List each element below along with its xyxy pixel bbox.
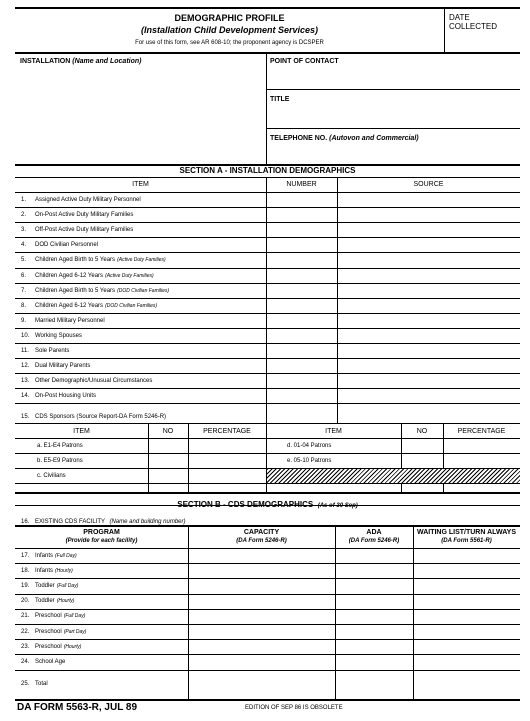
section-a-row-label — [21, 303, 157, 309]
row-number: 4. — [21, 242, 27, 249]
sponsor-hatched-area — [267, 469, 520, 483]
capacity-field[interactable] — [189, 655, 334, 668]
source-field[interactable] — [338, 299, 519, 312]
source-field[interactable] — [338, 238, 519, 251]
capacity-header-note: (DA Form 5246-R) — [236, 538, 287, 544]
row-number: 7. — [21, 287, 27, 294]
capacity-field[interactable] — [189, 625, 334, 638]
section-a-row-label — [21, 378, 154, 384]
program-header-note: (Provide for each facility) — [65, 538, 138, 544]
row-number: 9. — [21, 317, 27, 324]
section-a-row-label — [21, 197, 143, 203]
source-field[interactable] — [338, 193, 519, 206]
row16-text: EXISTING CDS FACILITY — [35, 519, 106, 525]
waiting-list-field[interactable] — [414, 549, 519, 562]
sponsor-a-no-field[interactable] — [149, 439, 187, 452]
source-field[interactable] — [338, 329, 519, 342]
sponsor-d-no-field[interactable] — [402, 439, 442, 452]
source-field[interactable] — [338, 284, 519, 297]
capacity-field[interactable] — [189, 549, 334, 562]
col-item-header: ITEM — [132, 181, 149, 188]
title-rule — [266, 128, 520, 129]
row-number: 20. — [21, 598, 30, 605]
row-number: 2. — [21, 212, 27, 219]
number-field[interactable] — [267, 359, 336, 372]
row-text: DOD Civilian Personnel — [35, 242, 99, 249]
waiting-header: WAITING LIST/TURN ALWAYS — [416, 529, 517, 536]
row15-rule — [15, 423, 520, 424]
row15-number: 15. — [21, 414, 30, 420]
section-b-heading-rule — [15, 505, 520, 506]
waiting-list-field[interactable] — [414, 595, 519, 608]
source-field[interactable] — [338, 223, 519, 236]
row-text: Toddler — [35, 583, 55, 589]
ada-field[interactable] — [336, 610, 412, 623]
col-number-header: NUMBER — [286, 181, 317, 188]
number-field[interactable] — [267, 238, 336, 251]
row-note: (Hourly) — [55, 567, 73, 574]
section-a-row-label — [21, 212, 135, 218]
capacity-field[interactable] — [189, 610, 334, 623]
number-field[interactable] — [267, 314, 336, 327]
number-field[interactable] — [267, 344, 336, 357]
capacity-field[interactable] — [189, 640, 334, 653]
number-field[interactable] — [267, 253, 336, 266]
number-field[interactable] — [267, 299, 336, 312]
poc-label: POINT OF CONTACT — [270, 58, 339, 65]
row-number: 3. — [21, 227, 27, 234]
section-b-row-label — [21, 629, 86, 635]
poc-rule — [266, 89, 520, 90]
waiting-list-field[interactable] — [414, 625, 519, 638]
telephone-label — [270, 135, 419, 142]
number-field[interactable] — [267, 389, 336, 402]
capacity-field[interactable] — [189, 579, 334, 592]
waiting-header-note: (DA Form 5561-R) — [441, 538, 492, 544]
row-text: Sole Parents — [35, 348, 70, 354]
sponsor-b: b. E5-E9 Patrons — [37, 458, 83, 464]
row-number: 25. — [21, 681, 30, 688]
row-note: (DOD Civilian Families) — [105, 302, 158, 309]
waiting-list-field[interactable] — [414, 564, 519, 577]
waiting-list-field[interactable] — [414, 671, 519, 698]
section-b-row-label — [21, 583, 78, 589]
title-label: TITLE — [270, 96, 290, 103]
row-text: Working Spouses — [35, 332, 82, 339]
row15-text: CDS Sponsors (Source Report-DA Form 5246-R) — [35, 414, 167, 420]
use-note: For use of this form, see AR 608-10; the proponent agency is DCSPER — [135, 40, 324, 46]
row-number: 14. — [21, 393, 30, 400]
number-field[interactable] — [267, 223, 336, 236]
section-b-row-label — [21, 568, 73, 574]
ada-field[interactable] — [336, 671, 412, 698]
section-a-row-label — [21, 227, 135, 233]
telephone-label-text: TELEPHONE NO. — [270, 135, 328, 142]
form-id: DA FORM 5563-R, JUL 89 — [17, 702, 138, 713]
ada-field[interactable] — [336, 564, 412, 577]
row-number: 23. — [21, 643, 30, 650]
waiting-list-field[interactable] — [414, 579, 519, 592]
source-field[interactable] — [338, 374, 519, 387]
row16-note: (Name and building number) — [109, 519, 186, 525]
section-a-heading: SECTION A - INSTALLATION DEMOGRAPHICS — [179, 166, 356, 175]
title-field[interactable] — [268, 105, 518, 125]
telephone-hint: (Autovon and Commercial) — [329, 135, 419, 142]
capacity-header: CAPACITY — [243, 529, 280, 536]
number-field[interactable] — [267, 284, 336, 297]
section-a-row-label — [21, 288, 169, 294]
row-note: (DOD Civilian Families) — [117, 287, 170, 294]
source-field[interactable] — [338, 389, 519, 402]
source-field[interactable] — [338, 253, 519, 266]
section-b-row-label — [21, 553, 77, 559]
sponsor-no-header-left: NO — [162, 428, 174, 435]
ada-field[interactable] — [336, 579, 412, 592]
row-text: School Age — [35, 659, 66, 665]
row-number: 6. — [21, 272, 27, 279]
row15-label — [21, 414, 166, 420]
ada-field[interactable] — [336, 640, 412, 653]
row-text: On-Post Active Duty Military Families — [35, 212, 134, 219]
section-a-heading-rule — [15, 177, 520, 178]
poc-field[interactable] — [268, 67, 518, 87]
sponsor-a: a. E1-E4 Patrons — [37, 443, 83, 449]
row-text: Off-Post Active Duty Military Families — [35, 227, 134, 234]
waiting-list-field[interactable] — [414, 640, 519, 653]
waiting-list-field[interactable] — [414, 610, 519, 623]
edition-note: EDITION OF SEP 86 IS OBSOLETE — [245, 705, 343, 711]
section-a-row-label — [21, 393, 98, 399]
row-number: 8. — [21, 302, 27, 309]
form-title: DEMOGRAPHIC PROFILE — [174, 13, 285, 23]
capacity-field[interactable] — [189, 564, 334, 577]
section-b-row-label — [21, 598, 74, 604]
section-b-row-label — [21, 613, 85, 619]
ada-field[interactable] — [336, 595, 412, 608]
row-note: (Full Day) — [56, 583, 79, 589]
number-field[interactable] — [267, 208, 336, 221]
row-number: 18. — [21, 567, 30, 574]
sponsor-item-header-left: ITEM — [73, 428, 90, 435]
section-a-row-rule — [15, 403, 520, 404]
installation-field[interactable] — [17, 69, 263, 161]
sponsor-rule-1 — [15, 453, 520, 454]
capacity-field[interactable] — [189, 595, 334, 608]
installation-label — [20, 58, 141, 65]
row-number: 22. — [21, 628, 30, 635]
row-note: (Active Duty Families) — [105, 272, 154, 279]
row-note: (Part Day) — [63, 628, 87, 635]
sponsor-c: c. Civilians — [37, 473, 66, 479]
row-note: (Hourly) — [56, 598, 75, 605]
row16-field[interactable] — [17, 519, 518, 524]
section-a-row-label — [21, 363, 92, 369]
ada-header-note: (DA Form 5246-R) — [348, 538, 400, 544]
row-text: Children Aged 6-12 Years — [35, 272, 104, 279]
info-divider — [266, 52, 267, 164]
sponsor-rule-3 — [15, 483, 520, 484]
sponsor-pct-header-left: PERCENTAGE — [203, 428, 251, 435]
row16-number: 16. — [21, 519, 30, 525]
date-collected-label: DATE COLLECTED — [449, 13, 498, 31]
source-field[interactable] — [338, 269, 519, 282]
sponsor-no-header-right: NO — [416, 428, 428, 435]
row-text: Assigned Active Duty Military Personnel — [35, 197, 141, 203]
ada-field[interactable] — [336, 549, 412, 562]
section-a-row-label — [21, 318, 107, 324]
source-field[interactable] — [338, 344, 519, 357]
date-collected-field[interactable] — [445, 25, 519, 51]
ada-header: ADA — [366, 529, 382, 536]
row-text: Infants — [35, 552, 54, 559]
row-text: Other Demographic/Unusual Circumstances — [35, 378, 153, 385]
program-header-top-rule — [15, 525, 520, 527]
row-number: 12. — [21, 363, 30, 370]
row-number: 19. — [21, 583, 30, 589]
sponsor-item-header-right: ITEM — [325, 428, 342, 435]
telephone-field[interactable] — [268, 145, 518, 162]
row-note: (Active Duty Families) — [117, 257, 166, 264]
ada-field[interactable] — [336, 625, 412, 638]
row-text: On-Post Housing Units — [35, 393, 97, 400]
row-text: Preschool — [35, 613, 62, 620]
installation-label-text: INSTALLATION — [20, 58, 71, 65]
row-text: Toddler — [35, 598, 55, 605]
program-header: PROGRAM — [83, 529, 120, 536]
row-text: Children Aged Birth to 5 Years — [35, 287, 116, 294]
sponsor-a-pct-field[interactable] — [189, 439, 265, 452]
row-number: 1. — [21, 197, 27, 203]
row-text: Preschool — [35, 628, 62, 635]
form-frame — [15, 7, 520, 700]
number-field[interactable] — [267, 374, 336, 387]
row-text: Children Aged 6-12 Years — [35, 302, 104, 309]
col-source-header: SOURCE — [413, 181, 444, 188]
row-note: (Full Day) — [55, 552, 77, 559]
source-field[interactable] — [338, 208, 519, 221]
waiting-list-field[interactable] — [414, 655, 519, 668]
row-number: 10. — [21, 332, 30, 339]
row-note: (Full Day) — [63, 613, 86, 620]
bottom-border — [15, 699, 520, 701]
section-a-row-label — [21, 242, 100, 248]
sponsor-d: d. 01-04 Patrons — [287, 443, 332, 449]
section-b-heading-note: (As of 30 Sep) — [317, 503, 358, 509]
sponsor-d-pct-field[interactable] — [444, 439, 519, 452]
row-text: Married Military Personnel — [35, 317, 105, 324]
section-a-row-label — [21, 273, 154, 279]
row-text: Preschool — [35, 643, 62, 650]
row-number: 17. — [21, 552, 30, 559]
installation-hint: (Name and Location) — [72, 58, 142, 65]
section-a-row-label — [21, 257, 166, 263]
source-field[interactable] — [338, 314, 519, 327]
number-field[interactable] — [267, 269, 336, 282]
row-text: Children Aged Birth to 5 Years — [35, 257, 116, 264]
row-number: 24. — [21, 659, 30, 665]
section-a-row-label — [21, 333, 84, 339]
row-text: Total — [35, 681, 48, 688]
header-bottom-rule — [15, 52, 520, 54]
section-b-heading-text: SECTION B - CDS DEMOGRAPHICS — [177, 500, 314, 509]
ada-field[interactable] — [336, 655, 412, 668]
row-number: 11. — [21, 348, 29, 354]
row-number: 5. — [21, 257, 27, 264]
sponsor-e: e. 05-10 Patrons — [287, 458, 332, 464]
row-text: Infants — [35, 567, 54, 574]
section-a-row-label — [21, 348, 71, 354]
capacity-field[interactable] — [189, 671, 334, 698]
form-subtitle: (Installation Child Development Services) — [140, 25, 319, 35]
row-note: (Hourly) — [63, 643, 82, 650]
section-b-row-label — [21, 681, 50, 687]
row-number: 21. — [21, 613, 30, 620]
row-text: Dual Military Parents — [35, 363, 91, 370]
row-number: 13. — [21, 378, 30, 385]
number-field[interactable] — [267, 329, 336, 342]
source-field[interactable] — [338, 359, 519, 372]
number-field[interactable] — [267, 193, 336, 206]
sponsor-pct-header-right: PERCENTAGE — [457, 428, 506, 435]
section-b-row-label — [21, 644, 81, 650]
section-b-row-label — [21, 659, 67, 665]
